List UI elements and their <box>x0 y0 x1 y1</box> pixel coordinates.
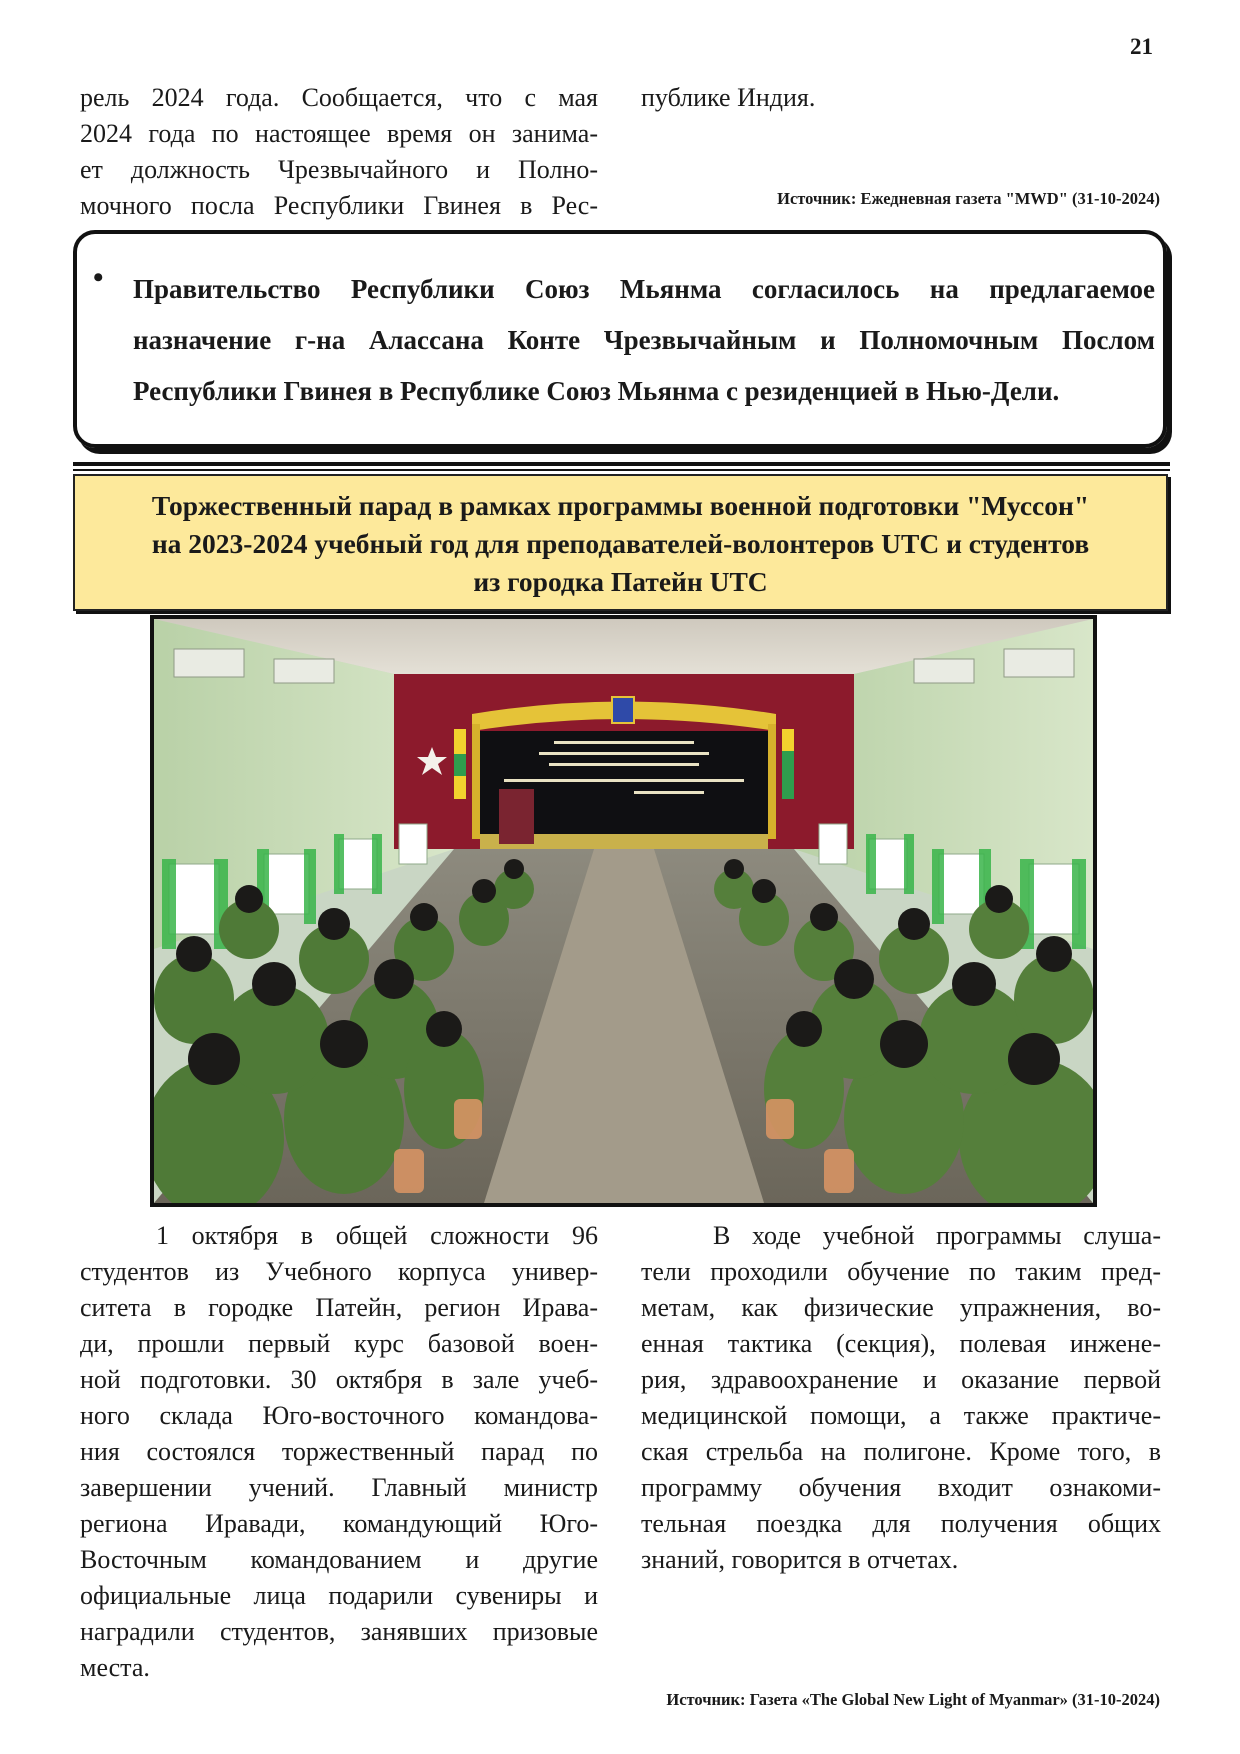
announcement-text: Правительство Республики Союз Мьянма согласилось на предлагаемое назначение г-на Алассана Конте Чрезвычайным и Полномочным Послом Республики Гвинея в Республике Союз Мьянма с резиденцией в Нью-Дели. <box>133 274 1155 406</box>
article-right-column <box>641 1218 1161 1578</box>
bullet-icon: • <box>93 261 104 294</box>
text-line: рия, здравоохранение и оказание первой <box>641 1365 1161 1394</box>
text-line: енная тактика (секция), полевая инжене- <box>641 1329 1161 1358</box>
article-headline <box>75 487 1166 601</box>
text-line: ская стрельба на полигоне. Кроме того, в <box>641 1437 1161 1466</box>
headline-line: из городка Патейн UTC <box>473 566 768 597</box>
article-headline-box <box>73 474 1168 611</box>
text-line: завершении учений. Главный министр <box>80 1473 598 1502</box>
text-line: ния состоялся торжественный парад по <box>80 1437 598 1466</box>
top-right-column-text: публике Индия. <box>641 83 816 112</box>
text-line: 2024 года по настоящее время он занима- <box>80 119 598 148</box>
text-line: метам, как физические упражнения, во- <box>641 1293 1161 1322</box>
announcement-box <box>73 230 1167 448</box>
text-line: рель 2024 года. Сообщается, что с мая <box>80 83 598 112</box>
text-line: тельная поездка для получения общих <box>641 1509 1161 1538</box>
text-line: ситета в городке Патейн, регион Ирава- <box>80 1293 598 1322</box>
article-photo <box>150 615 1097 1207</box>
text-line: региона Иравади, командующий Юго- <box>80 1509 598 1538</box>
text-line: ного склада Юго-восточного командова- <box>80 1401 598 1430</box>
text-line: наградили студентов, занявших призовые <box>80 1617 598 1646</box>
hall-illustration <box>154 619 1093 1203</box>
source-global-new-light: Источник: Газета «The Global New Light of Myanmar» (31-10-2024) <box>666 1690 1160 1709</box>
text-line: 1 октября в общей сложности 96 <box>156 1221 598 1250</box>
text-line: знаний, говорится в отчетах. <box>641 1545 959 1574</box>
text-line: студентов из Учебного корпуса универ- <box>80 1257 598 1286</box>
page-number: 21 <box>1130 34 1153 59</box>
text-line: Восточным командованием и другие <box>80 1545 598 1574</box>
source-mwd: Источник: Ежедневная газета "MWD" (31-10-2024) <box>777 189 1160 208</box>
text-line: официальные лица подарили сувениры и <box>80 1581 598 1610</box>
text-line: программу обучения входит ознакоми- <box>641 1473 1161 1502</box>
text-line: ди, прошли первый курс базовой воен- <box>80 1329 598 1358</box>
text-line: мочного посла Республики Гвинея в Рес- <box>80 191 598 220</box>
article-left-column <box>80 1218 598 1686</box>
divider-thick <box>73 462 1170 466</box>
text-line: медицинской помощи, а также практиче- <box>641 1401 1161 1430</box>
text-line: ет должность Чрезвычайного и Полно- <box>80 155 598 184</box>
text-line: тели проходили обучение по таким пред- <box>641 1257 1161 1286</box>
text-line: ной подготовки. 30 октября в зале учеб- <box>80 1365 598 1394</box>
headline-line: на 2023-2024 учебный год для преподавателей-волонтеров UTC и студентов <box>151 528 1090 559</box>
top-left-column <box>80 80 598 224</box>
text-line: В ходе учебной программы слуша- <box>713 1221 1161 1250</box>
text-line: места. <box>80 1653 150 1682</box>
headline-line: Торжественный парад в рамках программы военной подготовки "Муссон" <box>151 490 1090 521</box>
divider-thin <box>73 469 1170 471</box>
